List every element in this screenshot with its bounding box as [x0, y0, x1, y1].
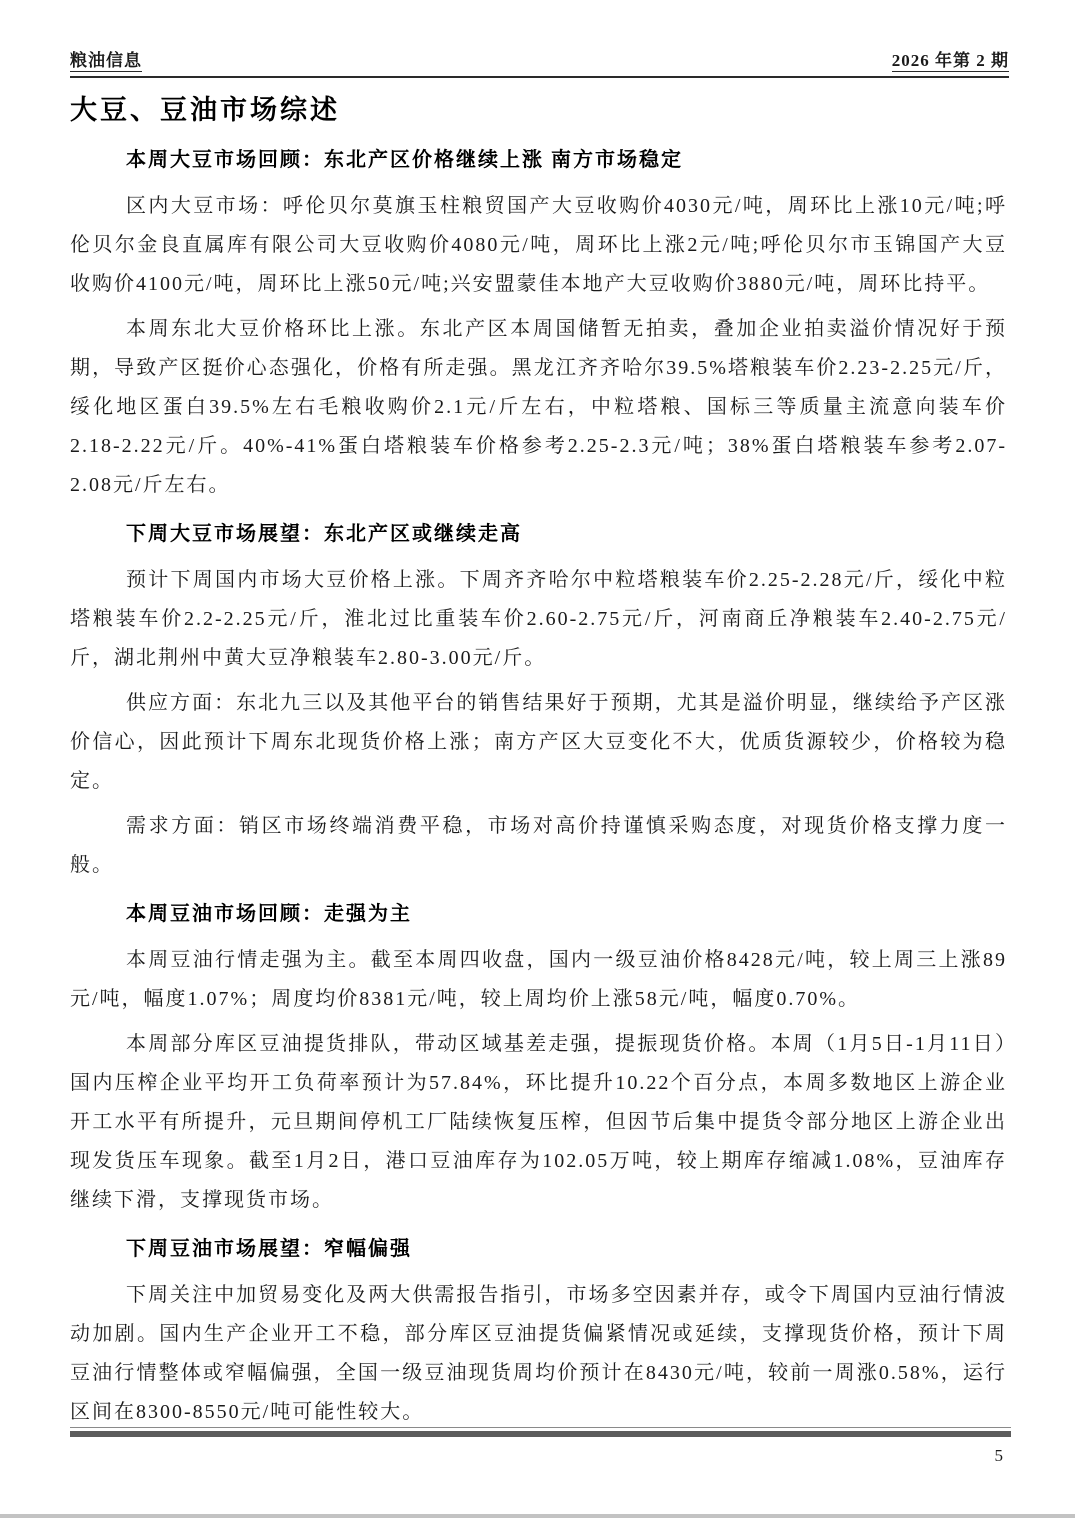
paragraph-regional-soybean-prices: 区内大豆市场：呼伦贝尔莫旗玉柱粮贸国产大豆收购价4030元/吨，周环比上涨10元/吨;呼伦贝尔金良直属库有限公司大豆收购价4080元/吨，周环比上涨2元/吨;呼伦贝尔市玉锦国产大豆收购价4100元/吨，周环比上涨50元/吨;兴安盟蒙佳本地产大豆收购价3880元/吨，周环比持平。 [70, 195, 1007, 295]
paragraph-supply-side: 供应方面：东北九三以及其他平台的销售结果好于预期，尤其是溢价明显，继续给予产区涨价信心，因此预计下周东北现货价格上涨；南方产区大豆变化不大，优质货源较少，价格较为稳定。 [70, 692, 1007, 792]
page-number: 5 [994, 1446, 1003, 1465]
section-heading-soybean-week-review: 本周大豆市场回顾：东北产区价格继续上涨 南方市场稳定 [126, 149, 683, 171]
page-bottom-edge [0, 1514, 1075, 1518]
section-heading-soyoil-next-week-outlook: 下周豆油市场展望：窄幅偏强 [126, 1238, 412, 1260]
document-title: 大豆、豆油市场综述 [70, 95, 340, 125]
paragraph-demand-side: 需求方面：销区市场终端消费平稳，市场对高价持谨慎采购态度，对现货价格支撑力度一般。 [70, 815, 1007, 876]
paragraph-next-week-price-forecast: 预计下周国内市场大豆价格上涨。下周齐齐哈尔中粒塔粮装车价2.25-2.28元/斤，绥化中粒塔粮装车价2.2-2.25元/斤，淮北过比重装车价2.60-2.75元/斤，河南商丘净粮装车2.40-2.75元/斤，湖北荆州中黄大豆净粮装车2.80-3.00元/斤。 [70, 569, 1007, 669]
paragraph-soyoil-outlook: 下周关注中加贸易变化及两大供需报告指引，市场多空因素并存，或令下周国内豆油行情波动加剧。国内生产企业开工不稳，部分库区豆油提货偏紧情况或延续，支撑现货价格，预计下周豆油行情整体或窄幅偏强，全国一级豆油现货周均价预计在8430元/吨，较前一周涨0.58%，运行区间在8300-8550元/吨可能性较大。 [70, 1284, 1007, 1423]
paragraph-northeast-soybean-prices: 本周东北大豆价格环比上涨。东北产区本周国储暂无拍卖，叠加企业拍卖溢价情况好于预期，导致产区挺价心态强化，价格有所走强。黑龙江齐齐哈尔39.5%塔粮装车价2.23-2.25元/斤，绥化地区蛋白39.5%左右毛粮收购价2.1元/斤左右，中粒塔粮、国标三等质量主流意向装车价2.18-2.22元/斤。40%-41%蛋白塔粮装车价格参考2.25-2.3元/吨；38%蛋白塔粮装车参考2.07-2.08元/斤左右。 [70, 318, 1007, 496]
document-content [70, 86, 1007, 1423]
footer-rule-thin [70, 1427, 1011, 1428]
section-heading-soyoil-week-review: 本周豆油市场回顾：走强为主 [126, 903, 412, 925]
page-header [70, 46, 1009, 78]
header-publication-name: 粮油信息 [70, 46, 142, 72]
section-heading-soybean-next-week-outlook: 下周大豆市场展望：东北产区或继续走高 [126, 523, 522, 545]
paragraph-soyoil-operations-inventory: 本周部分库区豆油提货排队，带动区域基差走强，提振现货价格。本周（1月5日-1月11日）国内压榨企业平均开工负荷率预计为57.84%，环比提升10.22个百分点，本周多数地区上游企业开工水平有所提升，元旦期间停机工厂陆续恢复压榨，但因节后集中提货令部分地区上游企业出现发货压车现象。截至1月2日，港口豆油库存为102.05万吨，较上期库存缩减1.08%，豆油库存继续下滑，支撑现货市场。 [70, 1033, 1007, 1211]
paragraph-soyoil-price-review: 本周豆油行情走强为主。截至本周四收盘，国内一级豆油价格8428元/吨，较上周三上涨89元/吨，幅度1.07%；周度均价8381元/吨，较上周均价上涨58元/吨，幅度0.70%。 [70, 949, 1007, 1010]
header-issue-label: 2026 年第 2 期 [892, 46, 1009, 72]
footer-rule-thick [70, 1431, 1011, 1437]
